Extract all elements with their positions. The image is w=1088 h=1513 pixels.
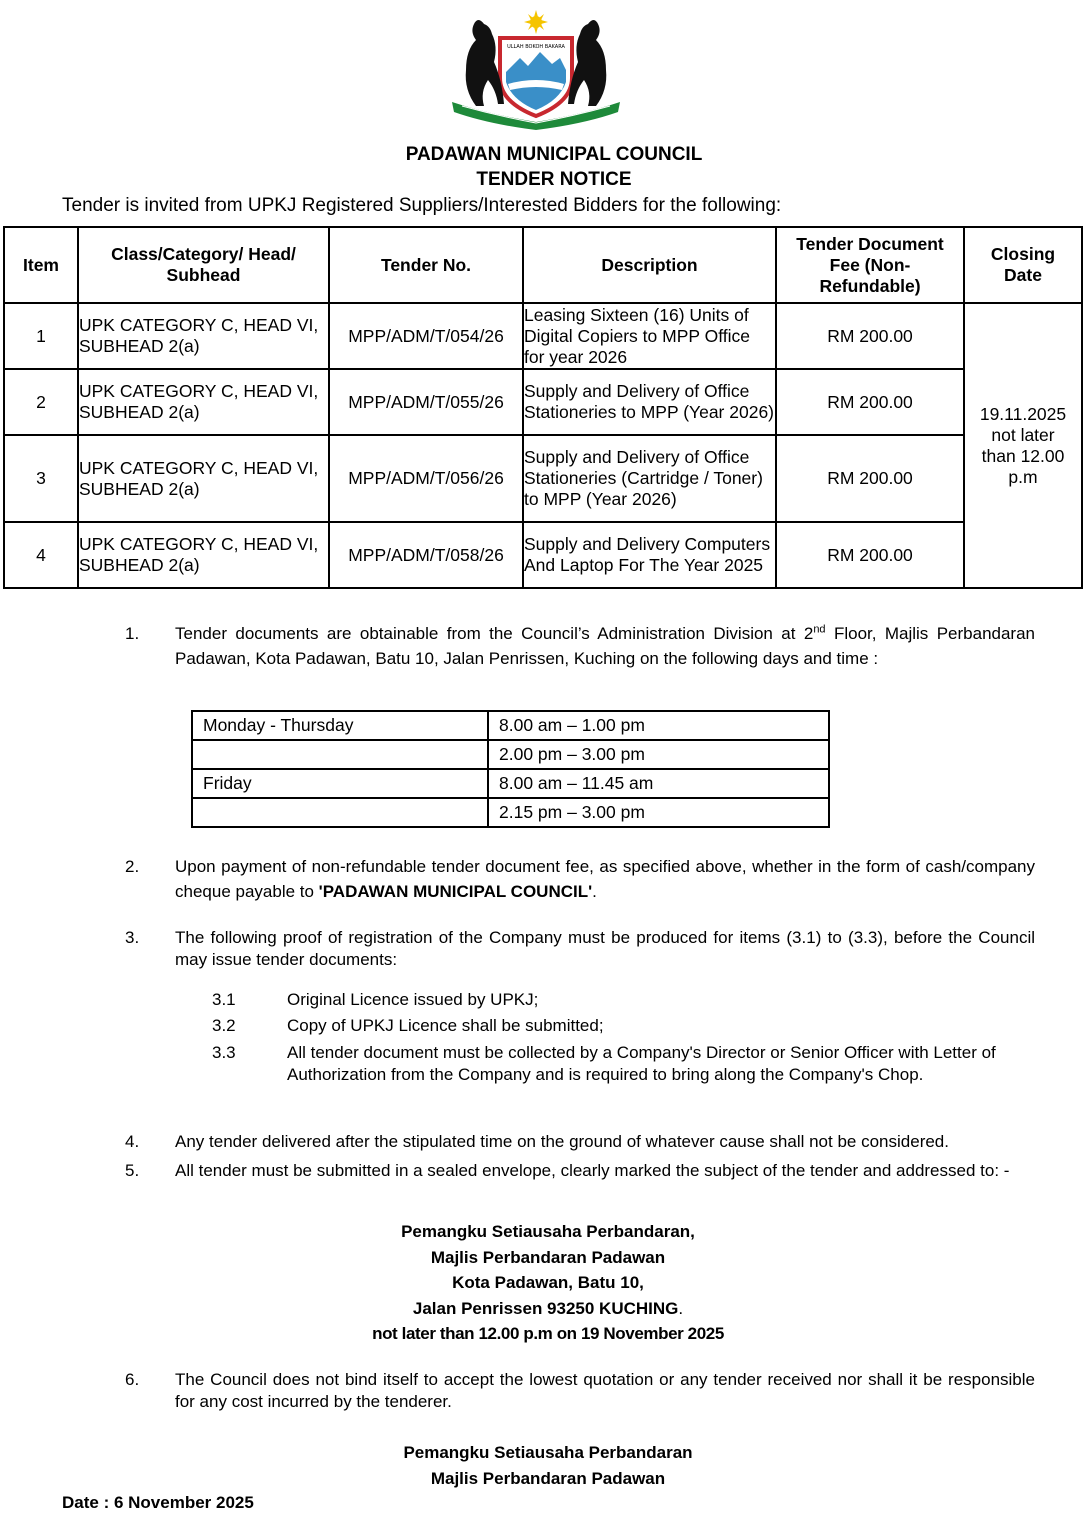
- row-class: UPK CATEGORY C, HEAD VI, SUBHEAD 2(a): [78, 522, 329, 588]
- time-cell: 2.00 pm – 3.00 pm: [488, 740, 829, 769]
- row-class: UPK CATEGORY C, HEAD VI, SUBHEAD 2(a): [78, 369, 329, 435]
- row-description: Supply and Delivery Computers And Laptop For The Year 2025: [523, 522, 776, 588]
- clause-text: All tender must be submitted in a sealed envelope, clearly marked the subject of the tender and addressed to: -: [175, 1161, 1010, 1180]
- col-closing-date: Closing Date: [964, 227, 1082, 303]
- clause-text: Tender documents are obtainable from the Council’s Administration Division at 2nd Floor, Majlis Perbandaran Padawan, Kota Padawan, Batu 10, Jalan Penrissen, Kuching on the following days and time :: [175, 623, 1035, 668]
- table-row: [192, 769, 829, 798]
- col-class: Class/Category/ Head/ Subhead: [78, 227, 329, 303]
- signatory-org: Majlis Perbandaran Padawan: [430, 1468, 666, 1488]
- office-hours-table: [191, 710, 830, 828]
- row-item: 2: [4, 369, 78, 435]
- row-item: 1: [4, 303, 78, 369]
- col-description: Description: [523, 227, 776, 303]
- row-description: Leasing Sixteen (16) Units of Digital Copiers to MPP Office for year 2026: [523, 303, 776, 369]
- row-description: Supply and Delivery of Office Stationeries (Cartridge / Toner) to MPP (Year 2026): [523, 435, 776, 522]
- day-cell: [192, 740, 488, 769]
- row-item: 4: [4, 522, 78, 588]
- table-row: [192, 798, 829, 827]
- sub-clause-3-3: [212, 1042, 1022, 1086]
- clause-number: 6.: [125, 1370, 140, 1389]
- notice-date: Date : 6 November 2025: [62, 1493, 254, 1512]
- clause-5: [125, 1160, 1035, 1182]
- table-row: [4, 522, 1082, 588]
- sun-icon: [524, 10, 548, 34]
- time-cell: 2.15 pm – 3.00 pm: [488, 798, 829, 827]
- clause-number: 2.: [125, 857, 140, 876]
- signature-block: [0, 1440, 1088, 1491]
- clause-text: Any tender delivered after the stipulated time on the ground of whatever cause shall not be considered.: [175, 1132, 949, 1151]
- row-item: 3: [4, 435, 78, 522]
- sub-clause-number: 3.2: [212, 1016, 236, 1035]
- clause-number: 4.: [125, 1132, 140, 1151]
- row-tender-no: MPP/ADM/T/054/26: [329, 303, 523, 369]
- sub-clause-number: 3.1: [212, 990, 236, 1009]
- tender-table: [3, 226, 1083, 589]
- address-line: Majlis Perbandaran Padawan: [430, 1247, 666, 1267]
- address-line: Jalan Penrissen 93250 KUCHING.: [412, 1298, 684, 1318]
- day-cell: Friday: [192, 769, 488, 798]
- col-item: Item: [4, 227, 78, 303]
- row-class: UPK CATEGORY C, HEAD VI, SUBHEAD 2(a): [78, 303, 329, 369]
- col-fee: Tender Document Fee (Non-Refundable): [776, 227, 964, 303]
- clause-6: [125, 1369, 1035, 1413]
- row-tender-no: MPP/ADM/T/058/26: [329, 522, 523, 588]
- clause-number: 3.: [125, 928, 140, 947]
- clause-4: [125, 1129, 1035, 1154]
- table-row: [192, 740, 829, 769]
- address-line: Pemangku Setiausaha Perbandaran,: [401, 1222, 695, 1241]
- clause-3: [125, 927, 1035, 971]
- council-name: PADAWAN MUNICIPAL COUNCIL: [405, 144, 703, 165]
- page-title: [0, 142, 1088, 192]
- clause-2: [125, 854, 1035, 904]
- notice-title: TENDER NOTICE: [476, 169, 632, 190]
- clause-text: The Council does not bind itself to accept the lowest quotation or any tender received nor shall it be responsible for any cost incurred by the tenderer.: [175, 1370, 1035, 1411]
- sub-clause-text: Copy of UPKJ Licence shall be submitted;: [287, 1016, 604, 1035]
- table-row: [4, 303, 1082, 369]
- council-logo: [448, 10, 624, 130]
- clause-1: [125, 621, 1035, 671]
- row-fee: RM 200.00: [776, 435, 964, 522]
- sub-clause-3-2: [212, 1015, 1022, 1037]
- submission-address: [0, 1219, 1088, 1347]
- day-cell: [192, 798, 488, 827]
- row-fee: RM 200.00: [776, 522, 964, 588]
- intro-text: Tender is invited from UPKJ Registered Suppliers/Interested Bidders for the following:: [62, 195, 782, 216]
- closing-date: 19.11.2025 not later than 12.00 p.m: [964, 303, 1082, 588]
- sub-clause-3-1: [212, 989, 1022, 1011]
- svg-text:ULLAH BOKOH BAKARA: ULLAH BOKOH BAKARA: [507, 44, 565, 50]
- col-tender-no: Tender No.: [329, 227, 523, 303]
- day-cell: Monday - Thursday: [192, 711, 488, 740]
- council-crest-icon: [448, 10, 624, 130]
- time-cell: 8.00 am – 1.00 pm: [488, 711, 829, 740]
- clause-text: The following proof of registration of the Company must be produced for items (3.1) to (3.3), before the Council may issue tender documents:: [175, 928, 1035, 969]
- table-header-row: [4, 227, 1082, 303]
- row-class: UPK CATEGORY C, HEAD VI, SUBHEAD 2(a): [78, 435, 329, 522]
- sub-clause-text: Original Licence issued by UPKJ;: [287, 990, 539, 1009]
- clause-text: Upon payment of non-refundable tender document fee, as specified above, whether in the form of cash/company cheque payable to 'PADAWAN MUNICIPAL COUNCIL'.: [175, 857, 1035, 901]
- row-tender-no: MPP/ADM/T/056/26: [329, 435, 523, 522]
- row-description: Supply and Delivery of Office Stationeries to MPP (Year 2026): [523, 369, 776, 435]
- table-row: [4, 369, 1082, 435]
- row-tender-no: MPP/ADM/T/055/26: [329, 369, 523, 435]
- address-line: Kota Padawan, Batu 10,: [452, 1273, 644, 1292]
- row-fee: RM 200.00: [776, 369, 964, 435]
- deadline-line: not later than 12.00 p.m on 19 November 2025: [372, 1324, 724, 1343]
- signatory-title: Pemangku Setiausaha Perbandaran: [403, 1443, 693, 1462]
- table-row: [4, 435, 1082, 522]
- sub-clause-number: 3.3: [212, 1043, 236, 1062]
- sub-clause-text: All tender document must be collected by a Company's Director or Senior Officer with Letter of Authorization from the Company and is required to bring along the Company's Chop.: [287, 1043, 996, 1084]
- time-cell: 8.00 am – 11.45 am: [488, 769, 829, 798]
- table-row: [192, 711, 829, 740]
- clause-number: 5.: [125, 1161, 140, 1180]
- row-fee: RM 200.00: [776, 303, 964, 369]
- clause-number: 1.: [125, 624, 140, 643]
